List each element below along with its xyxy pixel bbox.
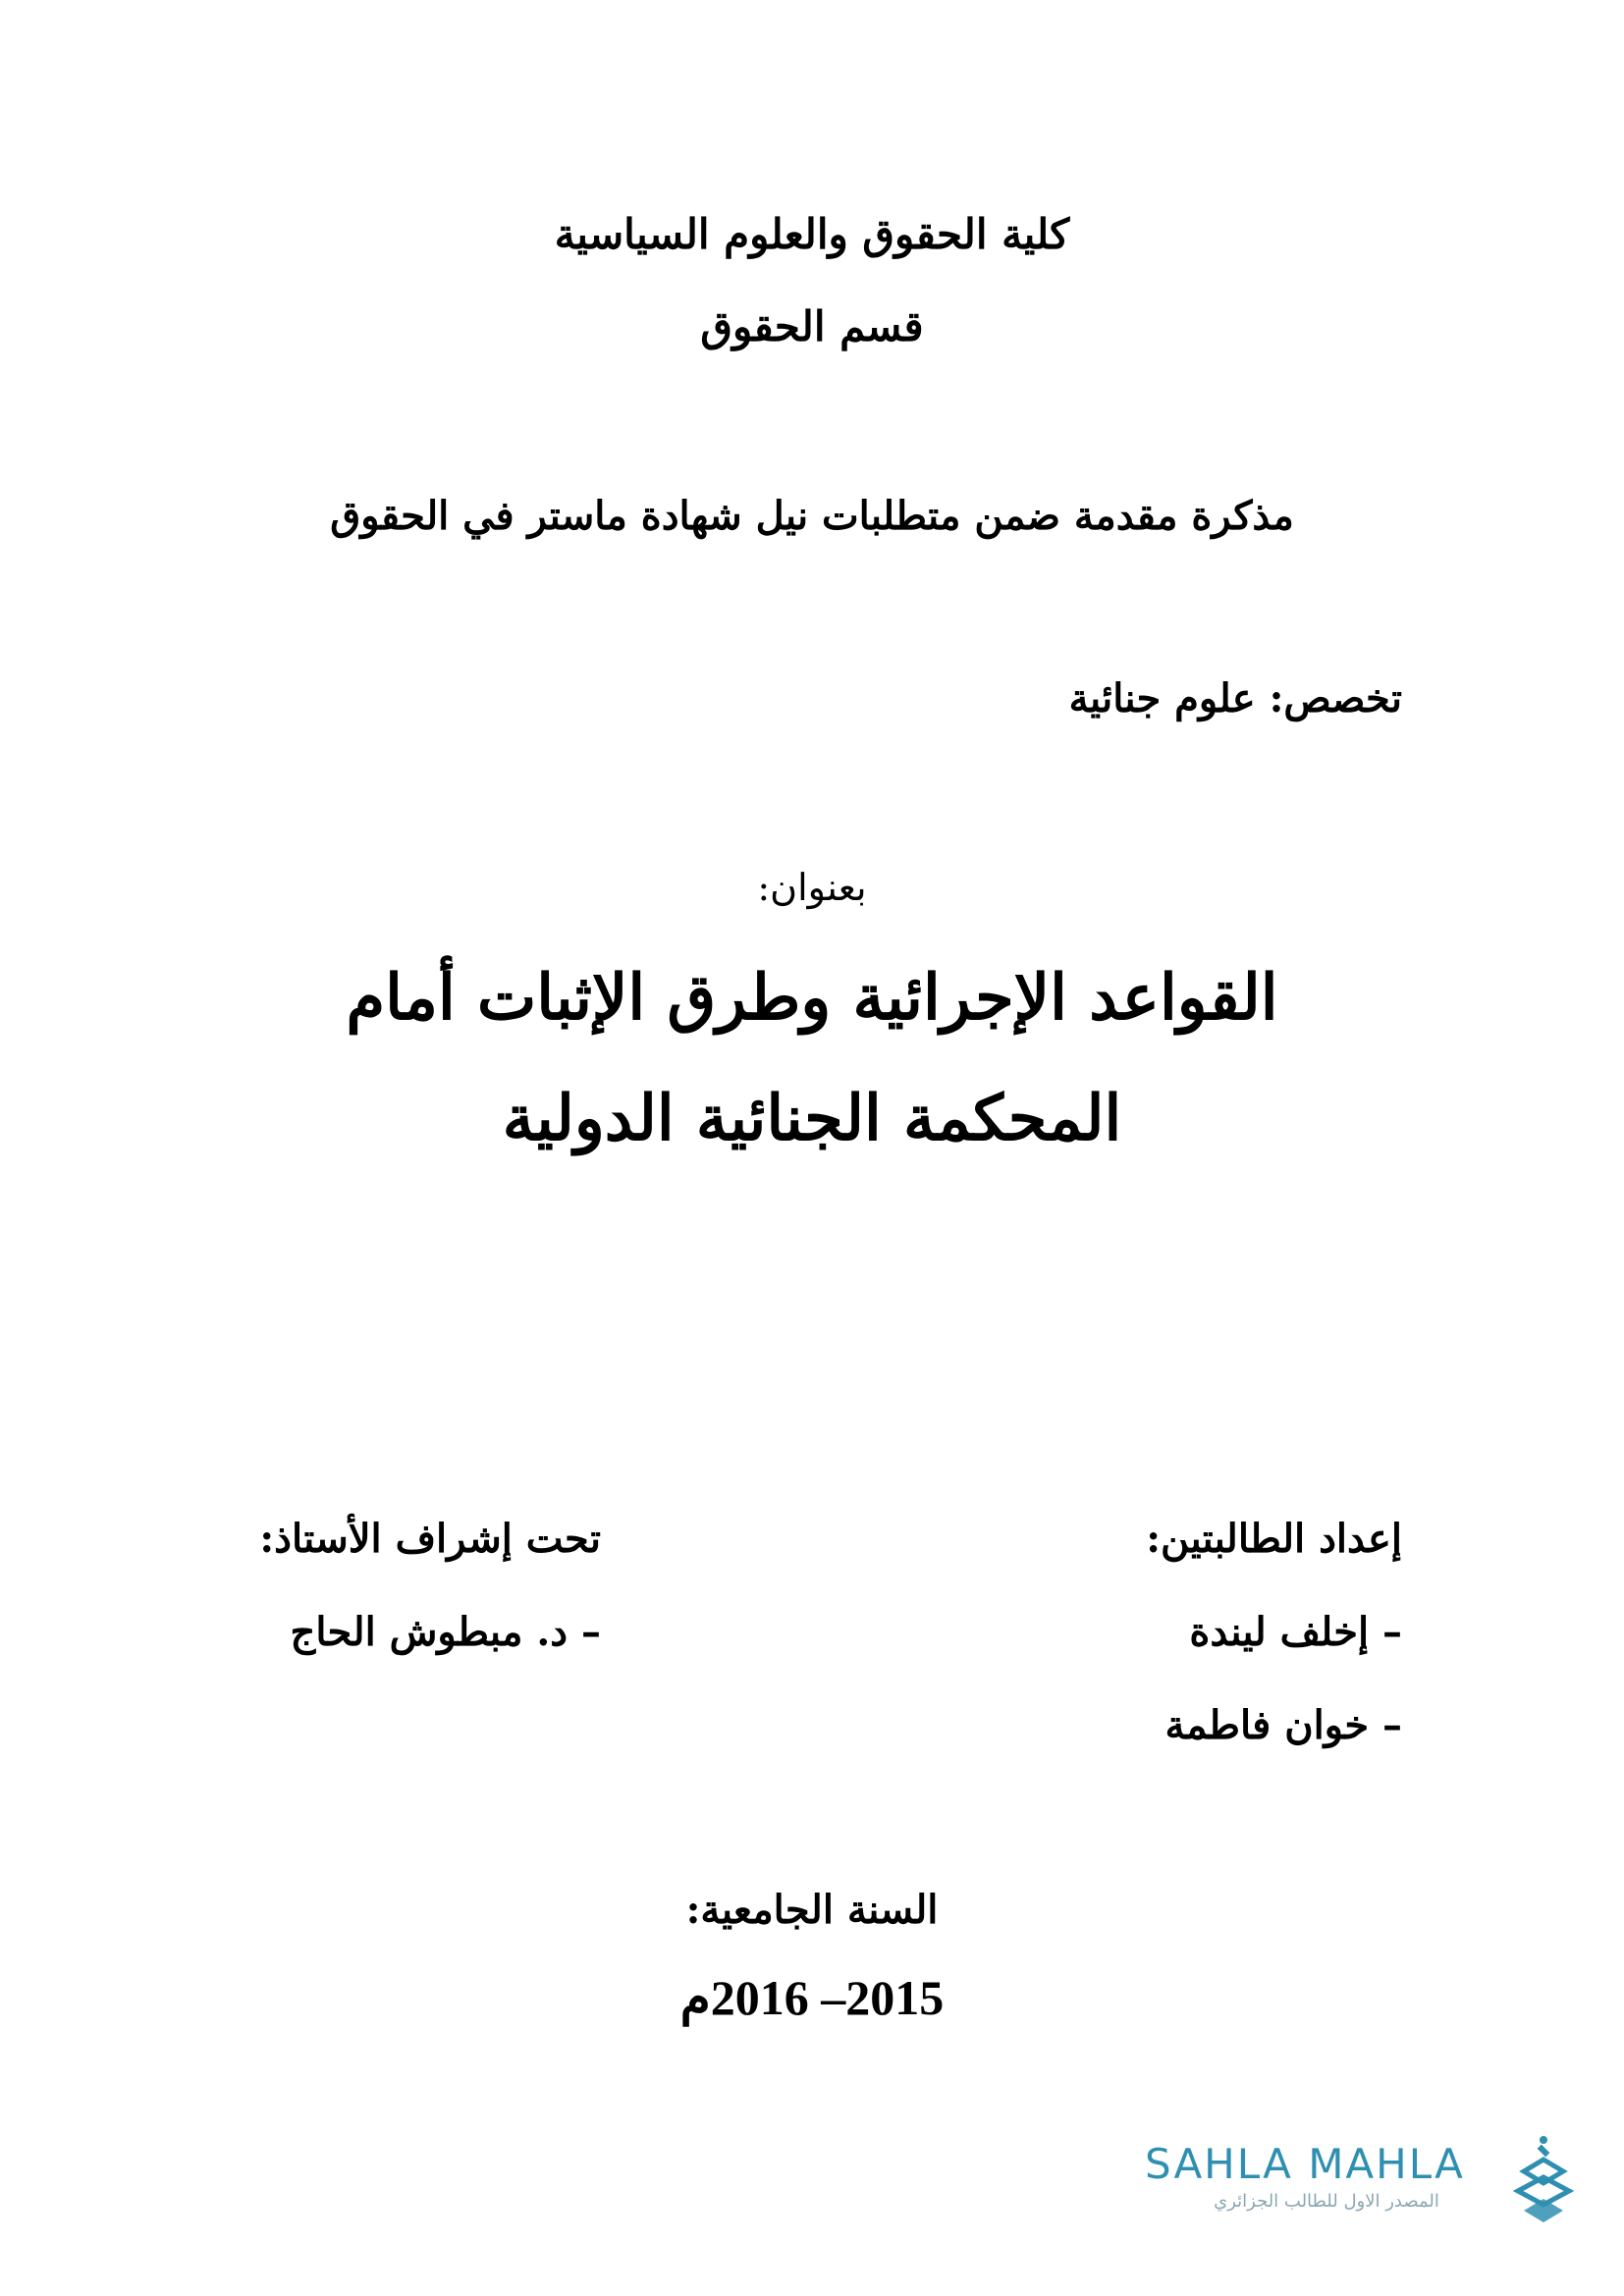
supervisor-name: – د. مبطوش الحاج bbox=[290, 1609, 601, 1655]
academic-year-value: 2015– 2016م bbox=[679, 1970, 945, 2025]
title-label: بعنوان: bbox=[757, 866, 867, 909]
sahla-mahla-logo bbox=[1145, 2138, 1577, 2226]
faculty-name: كلية الحقوق والعلوم السياسية bbox=[554, 210, 1070, 258]
student-name: – إخلف ليندة bbox=[1189, 1609, 1402, 1655]
thesis-title-line-2: المحكمة الجنائية الدولية bbox=[502, 1082, 1122, 1155]
department-name: قسم الحقوق bbox=[700, 302, 924, 350]
academic-year-label: السنة الجامعية: bbox=[685, 1887, 939, 1933]
specialization: تخصص: علوم جنائية bbox=[1068, 675, 1402, 721]
memo-description: مذكرة مقدمة ضمن متطلبات نيل شهادة ماستر في الحقوق bbox=[330, 493, 1294, 539]
thesis-title-line-1: القواعد الإجرائية وطرق الإثبات أمام bbox=[346, 961, 1278, 1035]
supervisor-label: تحت إشراف الأستاذ: bbox=[259, 1516, 601, 1562]
logo-text: SAHLA MAHLA bbox=[1145, 2140, 1465, 2188]
students-label: إعداد الطالبتين: bbox=[1146, 1516, 1402, 1562]
logo-emblem-icon bbox=[1510, 2132, 1577, 2230]
student-name: – خوان فاطمة bbox=[1164, 1702, 1402, 1748]
logo-tagline: المصدر الاول للطالب الجزائري bbox=[1214, 2191, 1439, 2212]
